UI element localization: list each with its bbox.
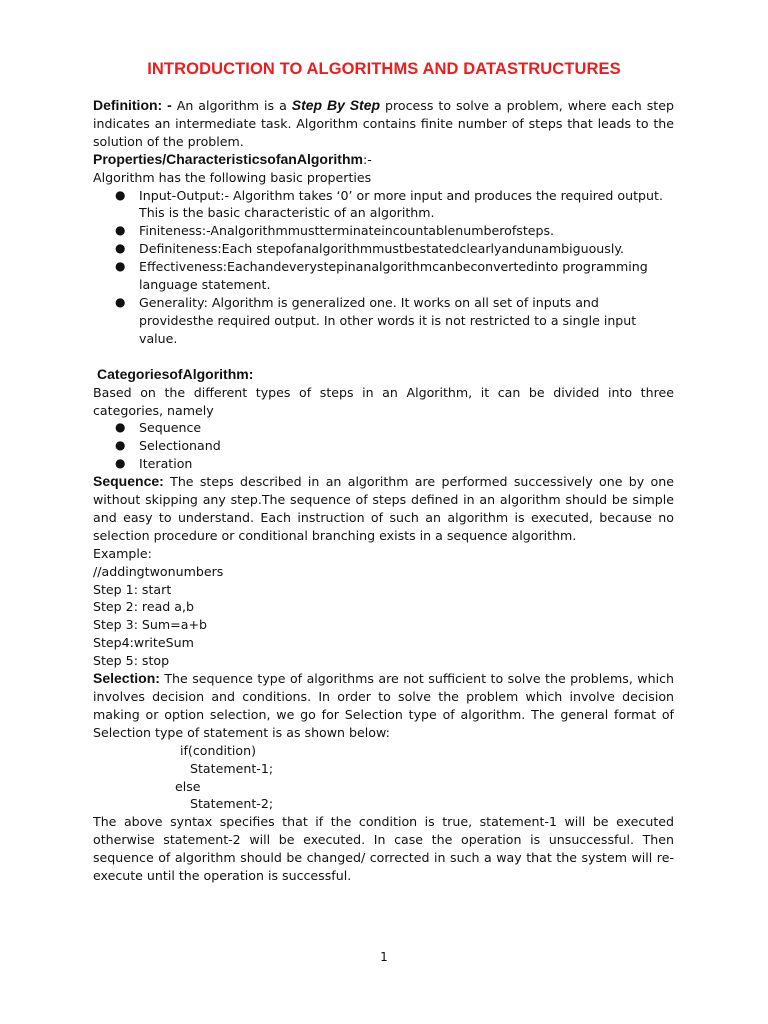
list-item <box>93 294 674 348</box>
categories-heading <box>93 366 674 384</box>
properties-intro: Algorithm has the following basic properties <box>93 169 372 185</box>
categories-heading-text: CategoriesofAlgorithm: <box>97 365 254 382</box>
list-item <box>93 455 674 473</box>
sequence-paragraph <box>93 473 674 545</box>
definition-text-pre: An algorithm is a <box>171 98 292 113</box>
sequence-text: The steps described in an algorithm are performed successively one by one without skipping any step.The sequence of steps defined in an algorithm should be simple and easy to understand. Each instruction of such an algorithm is executed, because no selection procedure or conditional branching exists in a sequence algorithm. <box>93 474 674 543</box>
list-item-text: Iteration <box>139 456 193 472</box>
list-item <box>93 240 674 258</box>
code-if-line: if(condition) <box>180 742 256 758</box>
categories-intro: Based on the different types of steps in an Algorithm, it can be divided into three categories, namely <box>93 384 674 418</box>
list-item <box>93 222 674 240</box>
definition-label: Definition: - <box>93 97 172 113</box>
sequence-label: Sequence: <box>93 473 164 490</box>
example-line: Step 3: Sum=a+b <box>93 617 207 633</box>
code-statement-2: Statement-2; <box>190 796 274 812</box>
bullet-icon: ● <box>115 241 126 256</box>
properties-heading-text: Properties/CharacteristicsofanAlgorithm <box>93 150 363 167</box>
properties-heading <box>93 151 674 169</box>
list-item-text: Input-Output:- Algorithm takes ‘0’ or more input and produces the required output. This is the basic characteristic of an algorithm. <box>139 187 663 221</box>
list-item <box>93 187 674 223</box>
code-else-line: else <box>175 778 201 794</box>
list-item-text: Selectionand <box>139 438 221 454</box>
bullet-icon: ● <box>115 420 126 435</box>
list-item-text: Definiteness:Each stepofanalgorithmmustbestatedclearlyandunambiguously. <box>139 241 625 257</box>
list-item <box>93 258 674 294</box>
bullet-icon: ● <box>115 223 126 238</box>
list-item <box>93 437 674 455</box>
properties-list <box>93 187 674 348</box>
list-item-text: Generality: Algorithm is generalized one. It works on all set of inputs and providesthe required output. In other words it is not restricted to a single input value. <box>139 294 637 346</box>
page-title: INTRODUCTION TO ALGORITHMS AND DATASTRUCTURES <box>147 60 621 78</box>
definition-emphasis: Step By Step <box>291 97 381 113</box>
categories-list <box>93 419 674 473</box>
bullet-icon: ● <box>115 438 126 453</box>
example-line: //addingtwonumbers <box>93 563 224 579</box>
bullet-icon: ● <box>115 294 126 309</box>
example-label: Example: <box>93 545 152 561</box>
selection-text: The sequence type of algorithms are not sufficient to solve the problems, which involves decision and conditions. In order to solve the problem which involve decision making or option selection, we go for Selection type of algorithm. The general format of Selection type of statement is as shown below: <box>93 671 674 740</box>
bullet-icon: ● <box>115 187 126 202</box>
selection-label: Selection: <box>93 670 160 687</box>
document-body <box>93 97 674 885</box>
list-item-text: Finiteness:-Analgorithmmustterminateincountablenumberofsteps. <box>139 223 555 239</box>
example-line: Step 2: read a,b <box>93 599 195 615</box>
bullet-icon: ● <box>115 259 126 274</box>
spacer <box>93 348 674 366</box>
list-item <box>93 419 674 437</box>
bullet-icon: ● <box>115 456 126 471</box>
selection-paragraph <box>93 670 674 742</box>
page-number: 1 <box>380 950 388 964</box>
list-item-text: Effectiveness:Eachandeverystepinanalgorithmcanbeconvertedinto programming language statement. <box>139 259 648 293</box>
properties-heading-suffix: :- <box>362 151 372 167</box>
definition-paragraph <box>93 97 674 151</box>
selection-closing: The above syntax specifies that if the condition is true, statement-1 will be executed otherwise statement-2 will be executed. In case the operation is unsuccessful. Then sequence of algorithm should be changed/ corrected in such a way that the system will re-execute until the operation is successful. <box>93 814 674 884</box>
example-line: Step4:writeSum <box>93 635 194 651</box>
definition-text-post: process to solve a problem, where each step indicates an intermediate task. Algorithm contains finite number of steps that leads to the solution of the problem. <box>93 98 674 149</box>
example-line: Step 5: stop <box>93 653 170 669</box>
list-item-text: Sequence <box>139 420 202 436</box>
code-statement-1: Statement-1; <box>190 760 274 776</box>
example-line: Step 1: start <box>93 581 172 597</box>
